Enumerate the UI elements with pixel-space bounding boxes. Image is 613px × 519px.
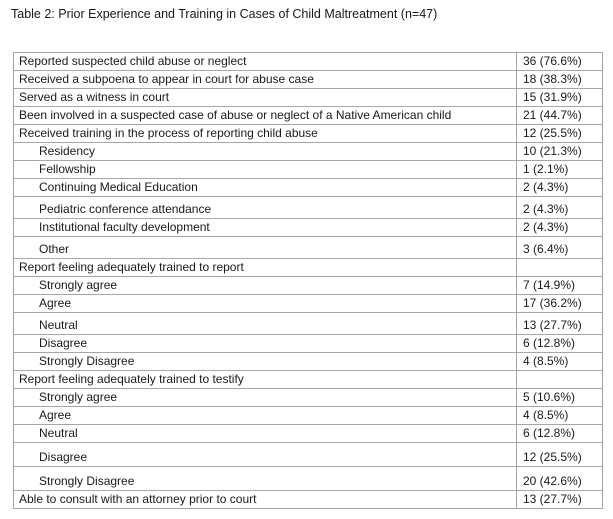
row-label: Strongly Disagree: [14, 353, 517, 371]
row-label: Served as a witness in court: [14, 89, 517, 107]
table-row: [14, 371, 603, 389]
row-label: Able to consult with an attorney prior to court: [14, 491, 517, 509]
row-label: Report feeling adequately trained to report: [14, 259, 517, 277]
table-row: [14, 259, 603, 277]
row-label: Neutral: [14, 313, 517, 335]
table-row: [14, 295, 603, 313]
table-row: [14, 107, 603, 125]
row-value: 36 (76.6%): [517, 53, 603, 71]
row-label: Pediatric conference attendance: [14, 197, 517, 219]
row-value: 2 (4.3%): [517, 219, 603, 237]
row-value: 2 (4.3%): [517, 197, 603, 219]
row-value: 4 (8.5%): [517, 407, 603, 425]
table-row: [14, 161, 603, 179]
table-row: [14, 179, 603, 197]
row-label: Strongly agree: [14, 389, 517, 407]
table-row: [14, 219, 603, 237]
row-value: 2 (4.3%): [517, 179, 603, 197]
table-row: [14, 237, 603, 259]
table-row: [14, 425, 603, 443]
experience-table: [13, 52, 603, 509]
row-label: Neutral: [14, 425, 517, 443]
row-value: 3 (6.4%): [517, 237, 603, 259]
row-value: 5 (10.6%): [517, 389, 603, 407]
row-label: Residency: [14, 143, 517, 161]
row-value: 4 (8.5%): [517, 353, 603, 371]
row-value: 10 (21.3%): [517, 143, 603, 161]
row-value: 13 (27.7%): [517, 313, 603, 335]
row-value: 20 (42.6%): [517, 467, 603, 491]
row-value: 17 (36.2%): [517, 295, 603, 313]
table-row: [14, 407, 603, 425]
row-value: 1 (2.1%): [517, 161, 603, 179]
row-value: 15 (31.9%): [517, 89, 603, 107]
row-label: Institutional faculty development: [14, 219, 517, 237]
row-value: 21 (44.7%): [517, 107, 603, 125]
table-row: [14, 53, 603, 71]
table-row: [14, 71, 603, 89]
row-label: Agree: [14, 407, 517, 425]
row-value: 12 (25.5%): [517, 443, 603, 467]
row-label: Disagree: [14, 443, 517, 467]
table-row: [14, 389, 603, 407]
row-label: Agree: [14, 295, 517, 313]
table-caption: Table 2: Prior Experience and Training in Cases of Child Maltreatment (n=47): [11, 7, 438, 21]
row-label: Received training in the process of reporting child abuse: [14, 125, 517, 143]
table-row: [14, 89, 603, 107]
row-value: 7 (14.9%): [517, 277, 603, 295]
row-label: Continuing Medical Education: [14, 179, 517, 197]
row-value: 12 (25.5%): [517, 125, 603, 143]
table-row: [14, 443, 603, 467]
row-label: Been involved in a suspected case of abuse or neglect of a Native American child: [14, 107, 517, 125]
row-value: 6 (12.8%): [517, 335, 603, 353]
table-row: [14, 467, 603, 491]
table-row: [14, 197, 603, 219]
row-label: Strongly Disagree: [14, 467, 517, 491]
row-label: Other: [14, 237, 517, 259]
row-value: [517, 259, 603, 277]
table-row: [14, 277, 603, 295]
row-label: Strongly agree: [14, 277, 517, 295]
row-label: Received a subpoena to appear in court for abuse case: [14, 71, 517, 89]
row-label: Fellowship: [14, 161, 517, 179]
row-label: Report feeling adequately trained to testify: [14, 371, 517, 389]
table-row: [14, 353, 603, 371]
row-label: Reported suspected child abuse or neglect: [14, 53, 517, 71]
table-row: [14, 313, 603, 335]
row-value: 18 (38.3%): [517, 71, 603, 89]
row-label: Disagree: [14, 335, 517, 353]
table-row: [14, 491, 603, 509]
table-row: [14, 335, 603, 353]
table-row: [14, 143, 603, 161]
row-value: 6 (12.8%): [517, 425, 603, 443]
row-value: [517, 371, 603, 389]
table-row: [14, 125, 603, 143]
row-value: 13 (27.7%): [517, 491, 603, 509]
